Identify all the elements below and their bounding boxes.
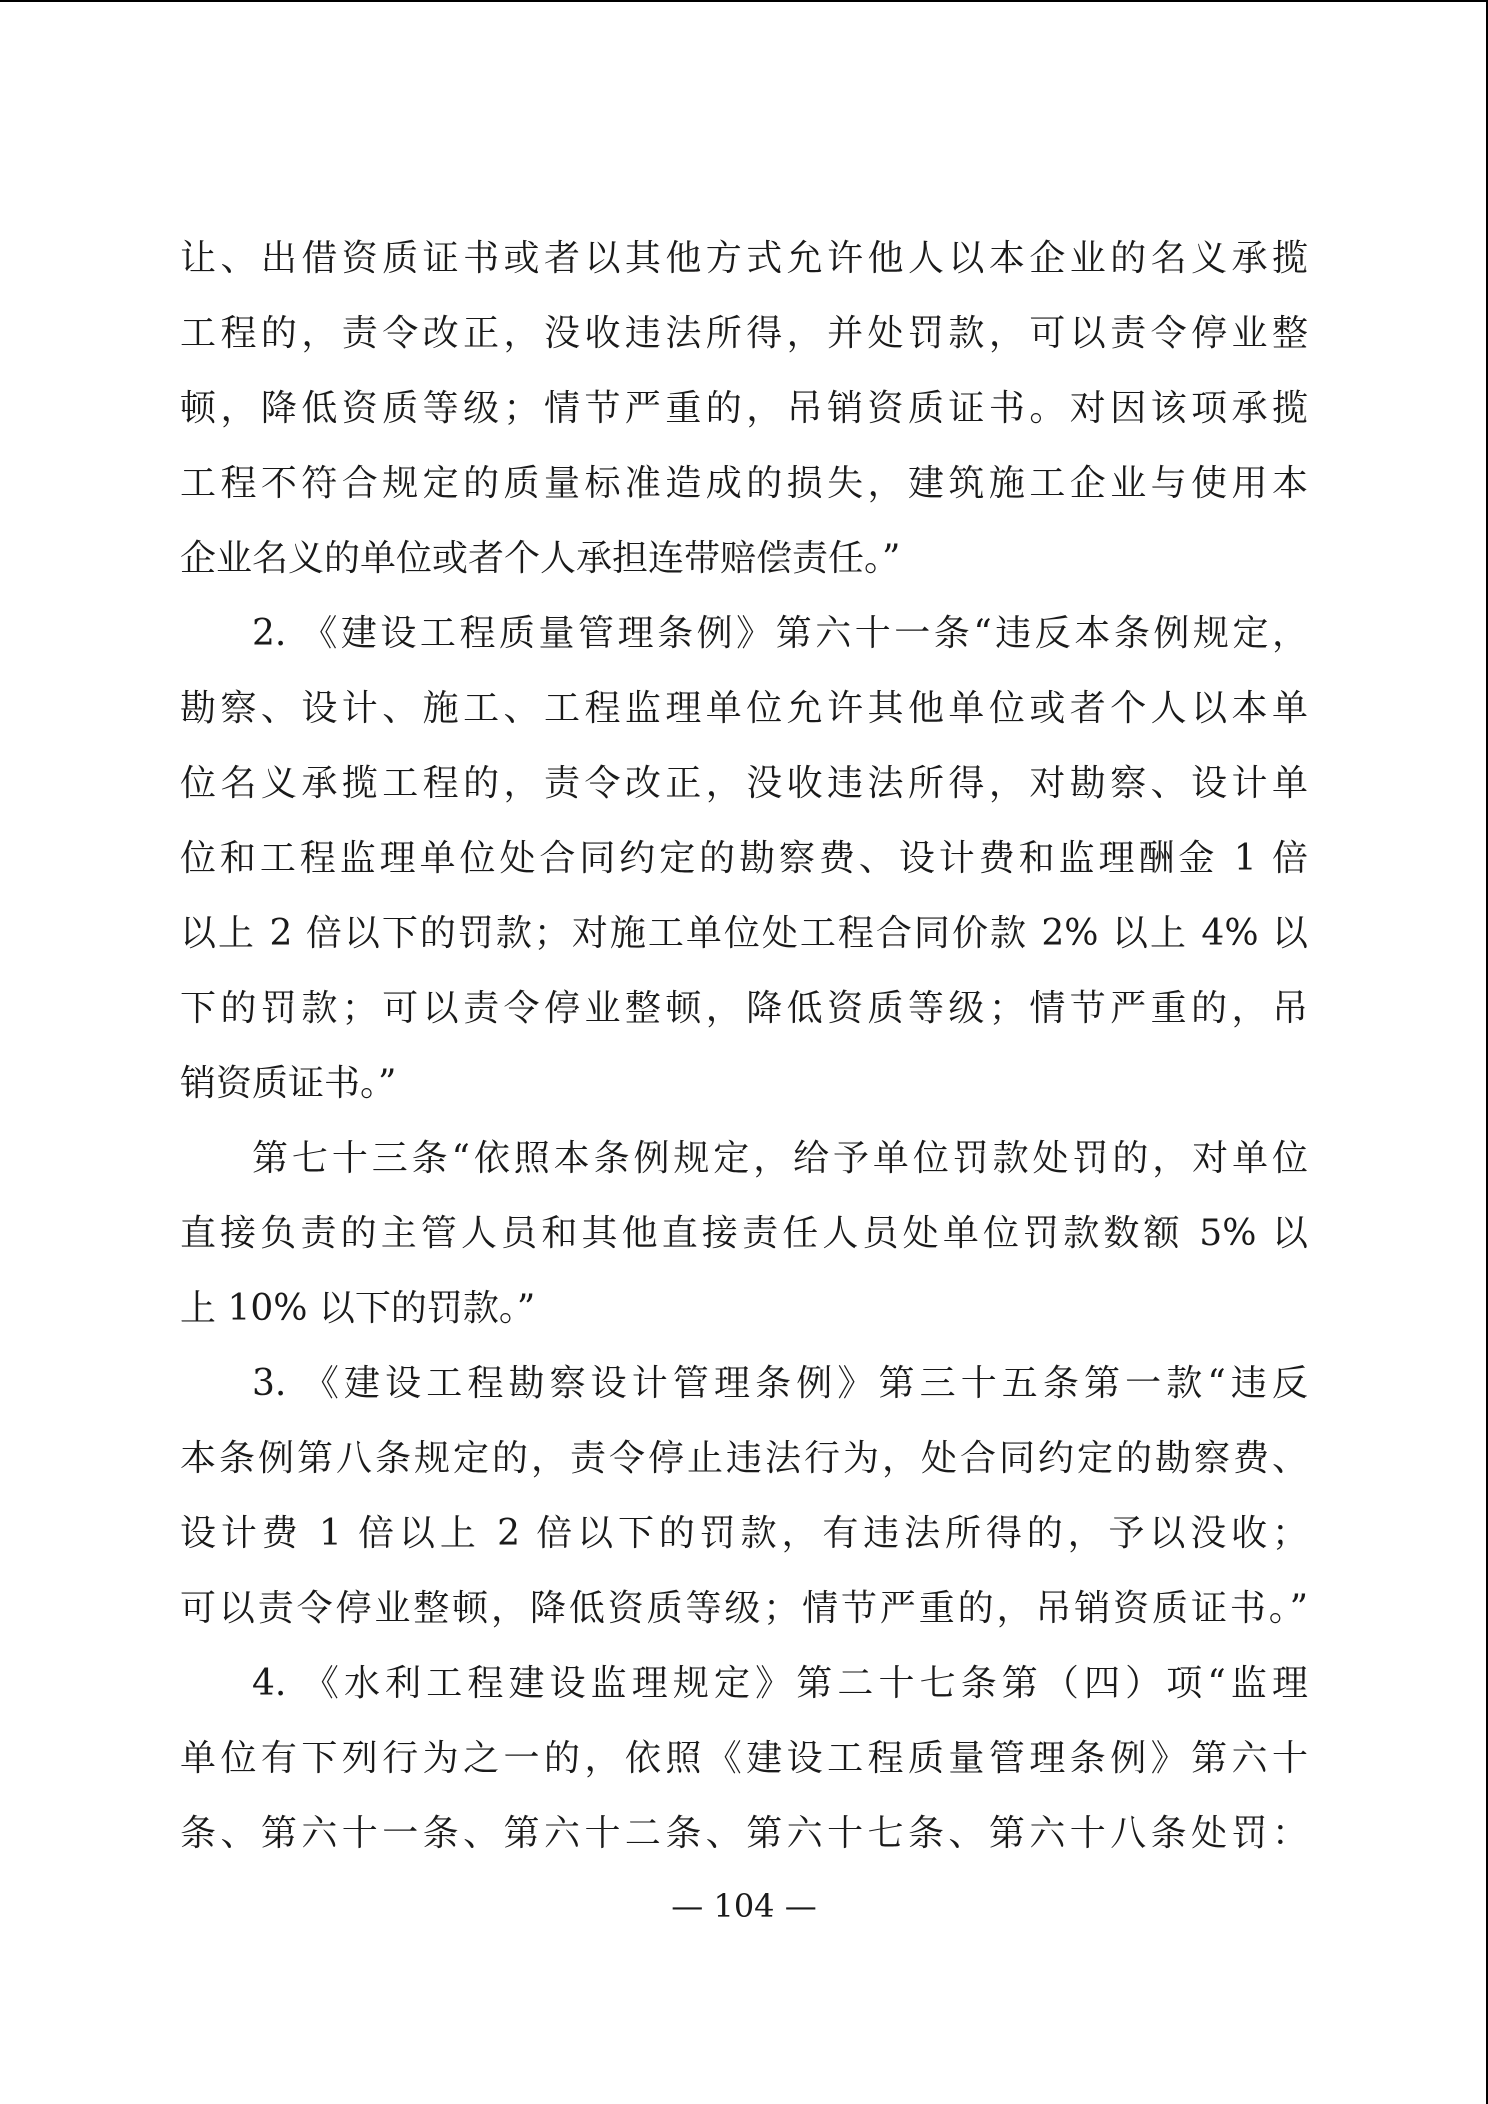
text-line: 单位有下列行为之一的，依照《建设工程质量管理条例》第六十: [180, 1738, 1308, 1779]
text-line: 第七十三条“依照本条例规定，给予单位罚款处罚的，对单位: [252, 1138, 1308, 1179]
text-line: 位和工程监理单位处合同约定的勘察费、设计费和监理酬金 1 倍: [180, 838, 1308, 879]
text-line: 销资质证书。”: [180, 1063, 397, 1104]
text-line: 企业名义的单位或者个人承担连带赔偿责任。”: [180, 538, 901, 579]
page-top-border: [0, 0, 1488, 2]
text-line: 设计费 1 倍以上 2 倍以下的罚款，有违法所得的，予以没收；: [180, 1513, 1308, 1554]
text-line: 以上 2 倍以下的罚款；对施工单位处工程合同价款 2% 以上 4% 以: [180, 913, 1308, 954]
text-line: 勘察、设计、施工、工程监理单位允许其他单位或者个人以本单: [180, 688, 1308, 729]
text-line: 让、出借资质证书或者以其他方式允许他人以本企业的名义承揽: [180, 238, 1308, 279]
text-line: 4. 《水利工程建设监理规定》第二十七条第（四）项“监理: [252, 1663, 1308, 1704]
text-line: 下的罚款；可以责令停业整顿，降低资质等级；情节严重的，吊: [180, 988, 1308, 1029]
text-line: 上 10% 以下的罚款。”: [180, 1288, 536, 1329]
text-line: 条、第六十一条、第六十二条、第六十七条、第六十八条处罚：: [180, 1813, 1308, 1854]
text-line: 3. 《建设工程勘察设计管理条例》第三十五条第一款“违反: [252, 1363, 1308, 1404]
text-line: 工程的，责令改正，没收违法所得，并处罚款，可以责令停业整: [180, 313, 1308, 354]
text-line: 工程不符合规定的质量标准造成的损失，建筑施工企业与使用本: [180, 463, 1308, 504]
text-line: 可以责令停业整顿，降低资质等级；情节严重的，吊销资质证书。”: [180, 1588, 1308, 1629]
text-line: 直接负责的主管人员和其他直接责任人员处单位罚款数额 5% 以: [180, 1213, 1308, 1254]
text-line: 本条例第八条规定的，责令停止违法行为，处合同约定的勘察费、: [180, 1438, 1308, 1479]
page-number: — 104 —: [671, 1887, 817, 1925]
text-line: 2. 《建设工程质量管理条例》第六十一条“违反本条例规定，: [252, 613, 1308, 654]
text-line: 位名义承揽工程的，责令改正，没收违法所得，对勘察、设计单: [180, 763, 1308, 804]
text-line: 顿，降低资质等级；情节严重的，吊销资质证书。对因该项承揽: [180, 388, 1308, 429]
